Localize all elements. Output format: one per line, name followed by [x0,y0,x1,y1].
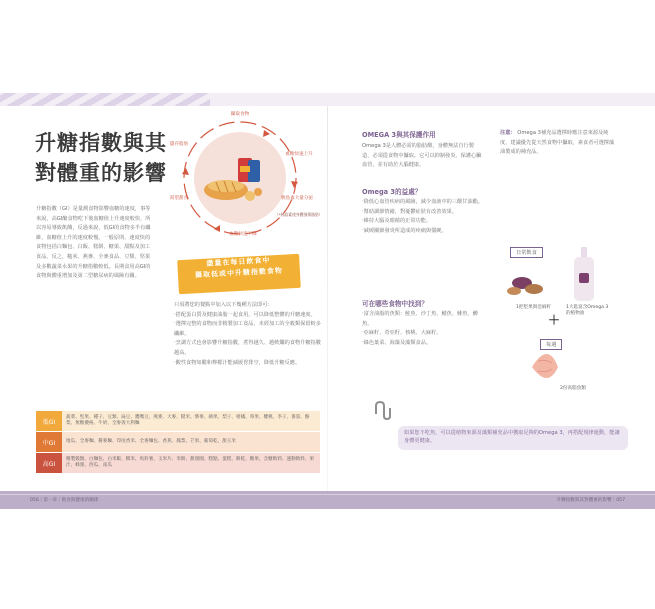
gi-table [36,411,320,474]
gi-row-low: 低GI 蔬菜、堅果、種子、豆類、扁豆、鷹嘴豆、燕麥、大麥、糙米、藜麥、蘋果、梨子、柑橘、莓果、櫻桃、李子、番茄、酪梨、無糖優格、牛奶、全麥義大利麵 [36,411,320,431]
omega3-intake-panel [496,239,611,409]
page-gutter [327,106,328,491]
advice-banner: 盡量在每日飲食中 攝取低或中升糖指數食物 [177,254,301,294]
tips-list: 只須將您的餐點中加入以下幾種方法即可： ‧搭配蛋白質及健康油脂一起食用，可以降低整體的升糖速度。 ‧選擇完整的食物而非精製加工食品，未經加工的全穀類保留較多纖維。 ‧烹調方式也會影響升糖指數，煮得越久、越軟爛的食物升糖指數越高。 ‧酸性食物如醋和檸檬汁能減緩胃排空，降低升糖反應。 [174,302,321,366]
sources-list: ‧富含油脂的魚類：鮭魚、沙丁魚、鯖魚、鯡魚、鱒魚。 ‧亞麻籽、奇亞籽、核桃、大麻籽。 ‧綠色葉菜、海藻及藻類食品。 [362,311,478,346]
blood-sugar-cycle-diagram [160,112,323,252]
note-block [500,129,618,158]
plus-sign: ＋ [548,313,561,327]
cycle-label-eat: 攝取食物 [230,112,250,117]
weekly-tag: 每週 [540,339,562,350]
cycle-label-insulin: 胰島素大量分泌 [280,196,314,201]
intro-paragraph: 升糖指數（GI）是量測食物影響血糖的速度，事等來說，高GI醣食物吃下後血糖值上升速度較快，所以容易導致飢餓，反過來說，低GI的食物多半有纖維，血糖值上升的速度較慢。一般原則、速度快的食物包括白麵包、白飯、糕餅、糖果、甜點及加工食品。反之，糙米、燕麥、全麥食品、豆類、堅果及多數蔬菜水果的升糖指數較低。長期食用高GI的食物與體重增加及第二型糖尿病的風險有關。 [36,206,151,280]
soda-can-icon [238,158,260,182]
quote-box: 如果您不吃魚，可以從植物來源及藻類補充品中獲取足夠的Omega 3，再搭配規律運動，能讓身體更健康。 [398,426,628,450]
fish-label: 2份高脂魚類 [560,386,586,391]
daily-tag: 日常飲食 [510,247,543,258]
note-label: 注意： [500,130,516,136]
nuts-label: 1把堅果與亞麻籽 [516,305,552,310]
cycle-label-sugar-down: 血糖快速下降 [229,232,257,237]
gi-row-mid: 中GI 地瓜、全麥麵、蕎麥麵、印度香米、全麥麵包、香蕉、鳳梨、芒果、葡萄乾、甜玉米 [36,432,320,452]
cycle-caption: （*胰島素使身體囤積脂肪） [275,212,323,217]
oil-bottle-icon [574,247,594,301]
top-decorative-band [0,93,655,106]
benefits-list: ‧降低心血管疾病的風險，減少血液中的三酸甘油酯。 ‧幫助調節情緒，對憂鬱症狀有改善效果。 ‧維持大腦及眼睛的正常功能。 ‧減緩關節發炎所造成的疼痛與僵硬。 [362,199,483,234]
nuts-icon [507,277,543,295]
paper-clip-icon [372,400,400,422]
sources-heading: 可在哪些食物中找到？ [362,300,428,308]
oil-label: 1大匙富含Omega 3的植物油 [566,305,609,316]
omega3-heading: OMEGA 3與其保護作用 [362,131,436,139]
gi-row-high: 高GI 精製穀類、白麵包、白米飯、糯米、馬鈴薯、玉米片、米餅、甜甜圈、糕點、蛋糕、餅乾、糖果、含糖飲料、運動飲料、果汁、蜂蜜、西瓜、南瓜 [36,453,320,473]
footer-right: 升糖指數與其對體重的影響｜057 [556,498,625,503]
cycle-label-store-fat: 儲存脂肪 [169,142,189,147]
footer-left: 056｜第一章｜飲食與健康的關係 [30,498,99,503]
fish-fillet-icon [532,354,558,378]
cycle-graphic [160,112,323,252]
cycle-label-craving: 渴望甜食 [169,196,189,201]
cycle-label-sugar-up: 血糖快速上升 [285,152,313,157]
note-text: Omega 3補充品選擇時應注意來源及純度，建議優先從天然食物中攝取，素食者可選擇藻油製成的補充品。 [500,130,615,156]
benefits-heading: Omega 3的益處？ [362,188,422,196]
page-title: 升糖指數與其 對體重的影響 [35,130,167,185]
omega3-paragraph: Omega 3是人體必需的脂肪酸，身體無法自行製造，必須從食物中攝取。它可以抑制發炎、保護心臟血管，並有助於大腦健康。 [362,143,482,169]
